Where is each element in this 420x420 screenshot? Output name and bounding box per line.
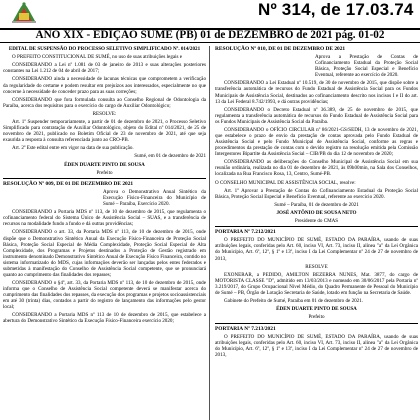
left-column-paragraph: Sumé, em 01 de dezembro de 2021 [134, 153, 206, 160]
right-column-paragraph: O CONSELHO MUNICIPAL DE ASSISTÊNCIA SOCIAL, resolve: [215, 179, 356, 186]
left-column-paragraph: Aprova o Demonstrativo Anual Sintético da Execução Físico-Financeira do Município de Sumé – Paraíba, Exercício 2020. [103, 189, 206, 208]
right-column-paragraph: Aprova a Prestação de Contas de Cofinanciamento Estadual da Proteção Social Básica, Proteção Social Especial e Benefício Eventual, referente ao exercício de 2020. [315, 54, 418, 79]
gazette-header [0, 0, 420, 26]
section-rule [215, 323, 418, 324]
left-column-paragraph: CONSIDERANDO a Lei nº 1.081 de 03 de janeiro de 2013 e suas alterações posteriores constantes na Lei 1.212 de 04 de abril de 2017; [3, 62, 206, 75]
left-column-paragraph: Prefeito [96, 169, 113, 176]
right-column-paragraph: Sumé – Paraíba, 01 de dezembro de 2021 [274, 201, 359, 208]
left-column-paragraph: ÉDEN DUARTE PINTO DE SOUSA [64, 161, 145, 168]
left-column-paragraph: EDITAL DE SUSPENSÃO DO PROCESSO SELETIVO SIMPLIFICADO Nº. 014/2021 [8, 46, 201, 52]
right-column-paragraph: Art. 1º Aprovar a Prestação de Contas do Cofinanciamento Estadual da Proteção Social Básica, Proteção Social Especial e Benefício Eventual, referente ao exercício 2020. [215, 187, 418, 200]
right-column [215, 46, 418, 360]
right-column-paragraph: PORTARIA Nº 7.212/2021 [215, 229, 276, 236]
left-column-paragraph: CONSIDERANDO ainda a necessidade de lacunas técnicas que comprometem a verificação da regularidade do certame e podem resultar em prejuízos aos interessados, especialmente no que concerne à necessidade de conceder prazo para as suas correções; [3, 76, 206, 95]
municipal-crest-icon [10, 0, 38, 24]
right-column-paragraph: O PREFEITO DO MUNICÍPIO DE SUMÉ, ESTADO DA PARAÍBA, usando de suas atribuições legais, conferidas pelo Art. 60, inciso VI, Art. 73, inciso II, alínea "a" da Lei Orgânica do Município, Art. 6º, 12º, § 1º e 13º, inciso I da Lei Complementar nº 24 de 27 de novembro de 2013, [215, 333, 418, 358]
right-column-paragraph: Prefeito [308, 314, 325, 321]
edition-rule [0, 42, 420, 43]
issue-number: Nº 314, de 17.03.74 [258, 0, 414, 19]
left-column-paragraph: O PREFEITO CONSTITUCIONAL DE SUMÉ, no uso de suas atribuições legais e [12, 54, 183, 61]
left-column-paragraph: CONSIDERANDO o §4º, art. 33, da Portaria MDS nº 113, de 10 de dezembro de 2015, onde informa que o Conselho de Assistência Social competente deverá se manifestar acerca do cumprimento das finalidades dos repasses, da execução dos programas e projetos socioassistenciais em até 30 (trinta) dias, contados a partir do registro de lançamento das informações pelo gestor local; [3, 279, 206, 311]
section-rule [215, 226, 418, 227]
right-column-paragraph: ÉDEN DUARTE PINTO DE SOUSA [276, 306, 357, 313]
right-column-paragraph: CONSIDERANDO a Lei Estadual nº 10.519, de 30 de novembro de 2015, que dispõe sobre a transferência automática de recursos do Fundo Estadual de Assistência Social para os Fundos Municipais de Assistência Social, destinados ao cofinanciamento descrito nos incisos I e II do art. 13 da Lei Federal 8.742/1993, e dá outras providências; [215, 80, 418, 105]
right-column-paragraph: CONSIDERANDO o OFÍCIO CIRCULAR nº 86/2021-GS/SEDH, 13 de novembro de 2021, que estabelece o prazo de envio da prestação de contas aprovada pelo Fundo Estadual de Assistência Social e pelo Fundo Municipal de Assistência Social, conforme as regras e procedimentos da prestação de contas com o devido registro na resolução emitida pela Comissão Intergestores Bipartite da Assistência Social – CIB/PB do dia 12 de novembro de 2020; [215, 126, 418, 158]
left-column-paragraph: CONSIDERANDO que fora formulada consulta ao Conselho Regional de Odontologia da Paraíba, acerca dos requisitos para o exercício do cargo de Auxiliar Odontológico; [3, 96, 206, 109]
section-rule [3, 178, 206, 179]
edition-line: ANO XIX - EDIÇÃO SUMÉ (PB) 01 de DEZEMBRO de 2021 pág. 01-02 [35, 29, 385, 41]
left-column-paragraph: Art. 2º Este edital entre em vigor na data de sua publicação. [12, 145, 134, 152]
left-column-paragraph: RESOLVE: [92, 110, 117, 117]
right-column-paragraph: JOSÉ ANTÔNIO DE SOUSA NETO [276, 209, 357, 216]
right-column-paragraph: Presidente do CMAS [294, 218, 339, 225]
left-column-paragraph: Art. 1º Suspender temporariamente, a partir de 01 de dezembro de 2021, o Processo Seletivo Simplificado para contratação de Auxiliar Odontológico, objeto do Edital nº 014/2021, de 25 de novembro de 2021, publicado no Boletim Oficial de 23 de novembro de 2021, até que seja exaurida a resposta à consulta referenciada junto ao CRO-PB. [3, 119, 206, 144]
right-column-paragraph: O PREFEITO DO MUNICÍPIO DE SUMÉ, ESTADO DA PARAÍBA, usando de suas atribuições legais, conferidas pelo Art. 60, inciso VI, Art. 73, inciso II, alínea "a" da Lei Orgânica do Município, Art. 6º, 12º, § 1º e 13º, inciso I da Lei Complementar nº 24 de 27 de novembro de 2013, [215, 237, 418, 262]
left-column-paragraph: RESOLUÇÃO Nº 009, DE 01 DE DEZEMBRO DE 2021 [3, 180, 134, 187]
right-column-paragraph: RESOLUÇÃO Nº 010, DE 01 DE DEZEMBRO DE 2021 [215, 46, 346, 52]
right-column-paragraph: EXONERAR, a PEDIDO, AMILTON BEZERRA NUNES, Mat. 3877, do cargo de MOTORISTA CLASSE "D", admitido em 13/03/2013 e nomeado em 30/06/2017 pela Portaria nº 3.219/2017, do Grupo Ocupacional Nível Médio, do Quadro Permanente de Pessoal do Município de Sumé – PB, Órgão de Lotação Secretaria de Saúde, lotado em função na Secretaria de Saúde. [215, 271, 418, 296]
left-column [3, 46, 206, 326]
right-column-paragraph: RESOLVE [305, 263, 328, 270]
right-column-paragraph: Gabinete do Prefeito de Sumé, Paraíba em 01 de dezembro de 2021. [224, 298, 364, 305]
left-column-paragraph: CONSIDERANDO a Portaria MDS nº 113, de 10 de dezembro de 2015, que regulamenta o cofinanciamento federal do Sistema Único de Assistência Social – SUAS, e a transferência de recursos na modalidade fundo a fundo e dá outras providências; [3, 209, 206, 228]
column-divider [209, 46, 210, 420]
right-column-paragraph: CONSIDERANDO o Decreto Estadual nº 36.389, de 25 de novembro de 2015, que regulamenta a transferência automática de recursos do Fundo Estadual de Assistência Social para os Fundos Municipais de Assistência Social da Paraíba. [215, 106, 418, 125]
left-column-paragraph: CONSIDERANDO o art. 33, da Portaria MDS nº 113, de 10 de dezembro de 2015, onde dispõe que o Demonstrativo Sintético Anual da Execução Físico-Financeira de Proteção Social Básica, Proteção Social Especial de Média Complexidade, Proteção Social Especial de Alta Complexidade, dos Programas e Projetos destinados a Proteção de Gestão registrado em instrumento denominado Demonstrativo Sintético Anual de Execução Físico Financeira, contido no sistema informatizado do MDS, cujas informações deverão ser lançadas pelos entes federados e submetidas à manifestação do Conselho de Assistência Social competente, que se pronunciará quanto ao cumprimento das finalidades dos repasses; [3, 229, 206, 278]
right-column-paragraph: CONSIDERANDO as deliberações do Conselho Municipal de Assistência Social em sua reunião ordinária, realizada no dia 01 de dezembro de 2021, às 09h00min, na Sala dos Conselhos, localizada na Rua Francisco Rosa, 13, Centro, Sumé-PB. [215, 159, 418, 178]
left-column-paragraph: CONSIDERANDO a Portaria MDS nº 113 de 10 de dezembro de 2015, que estabelece a abertura do Demonstrativo Sintético da Execução Físico-Financeira exercício 2020; [3, 312, 206, 325]
right-column-paragraph: PORTARIA Nº 7.213/2021 [215, 325, 276, 332]
